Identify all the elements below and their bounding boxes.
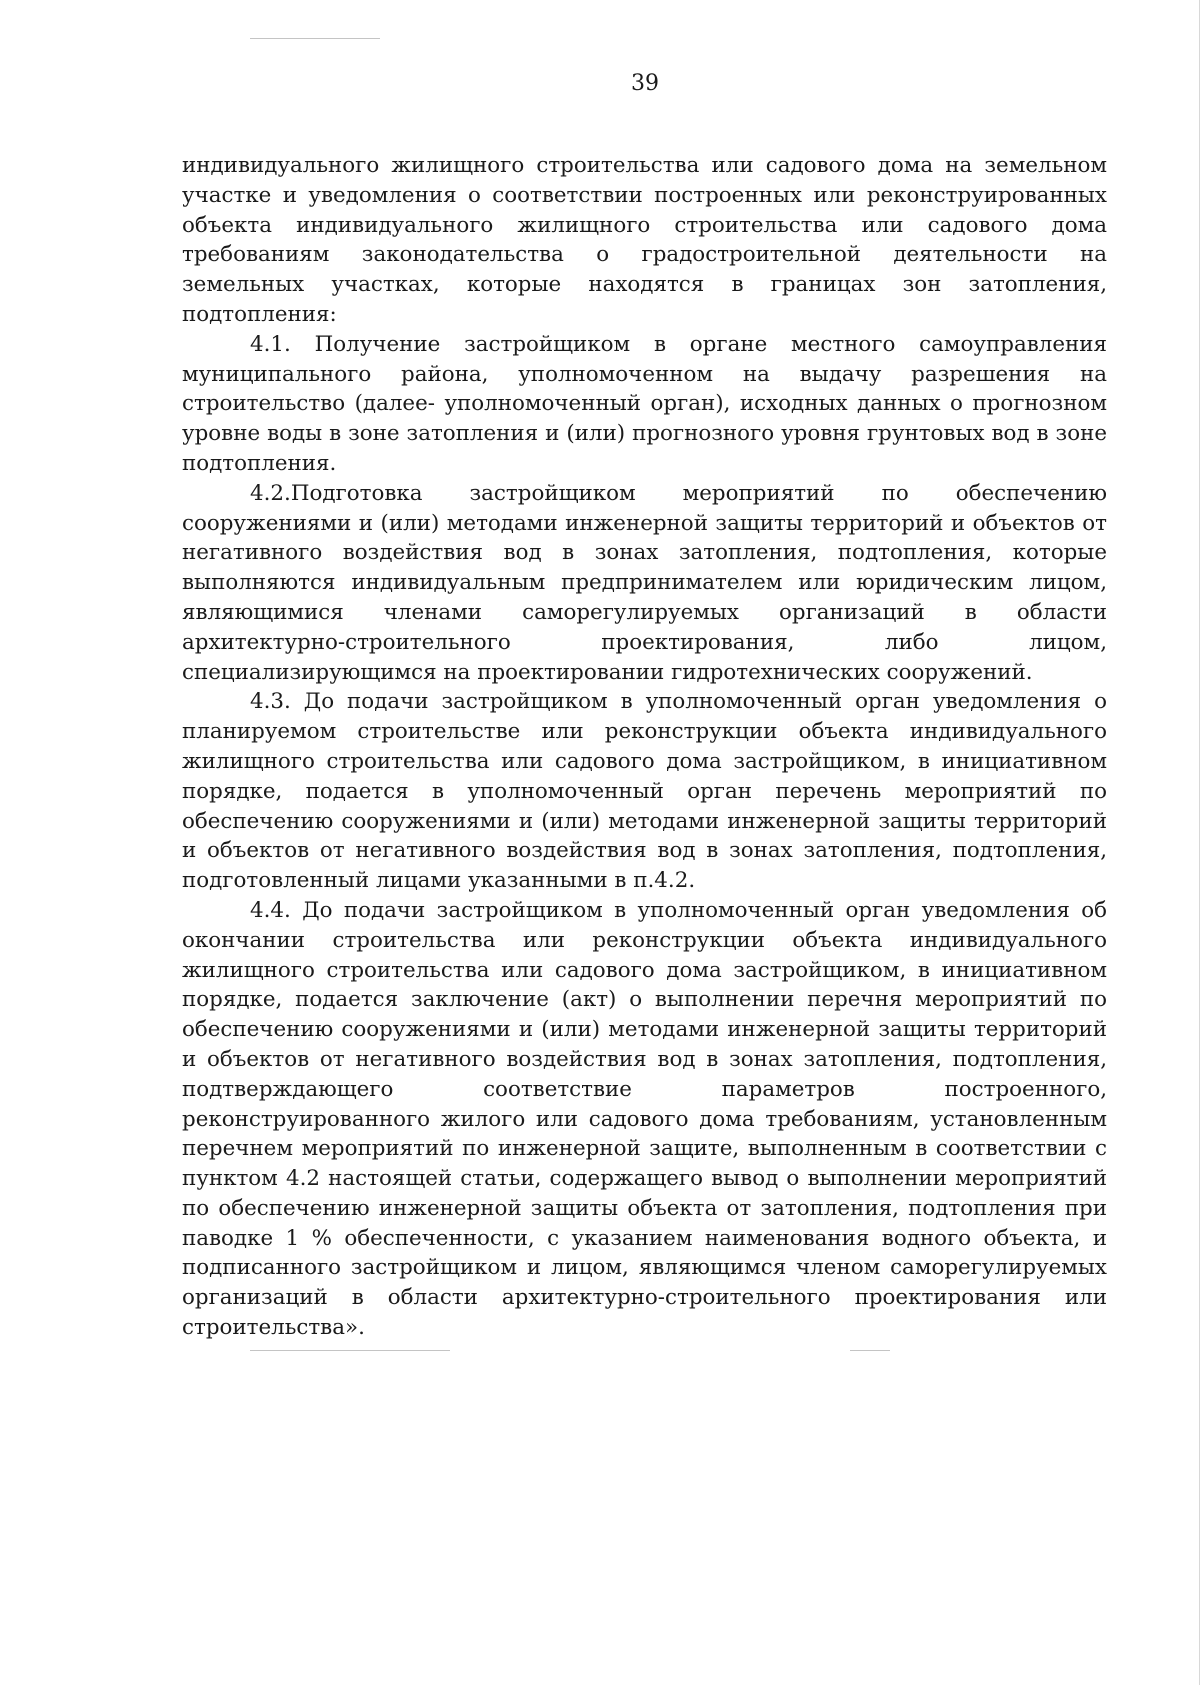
scan-speck	[250, 38, 380, 39]
paragraph-4-4: 4.4. До подачи застройщиком в уполномоченный орган уведомления об окончании строительства или реконструкции объекта индивидуального жилищного строительства или садового дома застройщиком, в инициативном порядке, подается заключение (акт) о выполнении перечня мероприятий по обеспечению сооружениями и (или) методами инженерной защиты территорий и объектов от негативного воздействия вод в зонах затопления, подтопления, подтверждающего соответствие параметров построенного, реконструированного жилого или садового дома требованиям, установленным перечнем мероприятий по инженерной защите, выполненным в соответствии с пунктом 4.2 настоящей статьи, содержащего вывод о выполнении мероприятий по обеспечению инженерной защиты объекта от затопления, подтопления при паводке 1 % обеспеченности, с указанием наименования водного объекта, и подписанного застройщиком и лицом, являющимся членом саморегулируемых организаций в области архитектурно-строительного проектирования или строительства».	[182, 897, 1107, 1341]
paragraph-4-2: 4.2.Подготовка застройщиком мероприятий по обеспечению сооружениями и (или) методами инженерной защиты территорий и объектов от негативного воздействия вод в зонах затопления, подтопления, которые выполняются индивидуальным предпринимателем или юридическим лицом, являющимися членами саморегулируемых организаций в области архитектурно-строительного проектирования, либо лицом, специализирующимся на проектировании гидротехнических сооружений.	[182, 480, 1107, 685]
paragraph-4-1: 4.1. Получение застройщиком в органе местного самоуправления муниципального района, уполномоченном на выдачу разрешения на строительство (далее- уполномоченный орган), исходных данных о прогнозном уровне воды в зоне затопления и (или) прогнозного уровня грунтовых вод в зоне подтопления.	[182, 331, 1107, 476]
scan-speck	[250, 1350, 450, 1351]
paragraph-intro: индивидуального жилищного строительства или садового дома на земельном участке и уведомления о соответствии построенных или реконструированных объекта индивидуального жилищного строительства или садового дома требованиям законодательства о градостроительной деятельности на земельных участках, которые находятся в границах зон затопления, подтопления:	[182, 153, 1107, 327]
page-number: 39	[631, 71, 659, 96]
scan-speck	[850, 1350, 890, 1351]
paragraph-4-3: 4.3. До подачи застройщиком в уполномоченный орган уведомления о планируемом строительстве или реконструкции объекта индивидуального жилищного строительства или садового дома застройщиком, в инициативном порядке, подается в уполномоченный орган перечень мероприятий по обеспечению сооружениями и (или) методами инженерной защиты территорий и объектов от негативного воздействия вод в зонах затопления, подтопления, подготовленный лицами указанными в п.4.2.	[182, 689, 1107, 894]
document-body	[182, 151, 1107, 1343]
